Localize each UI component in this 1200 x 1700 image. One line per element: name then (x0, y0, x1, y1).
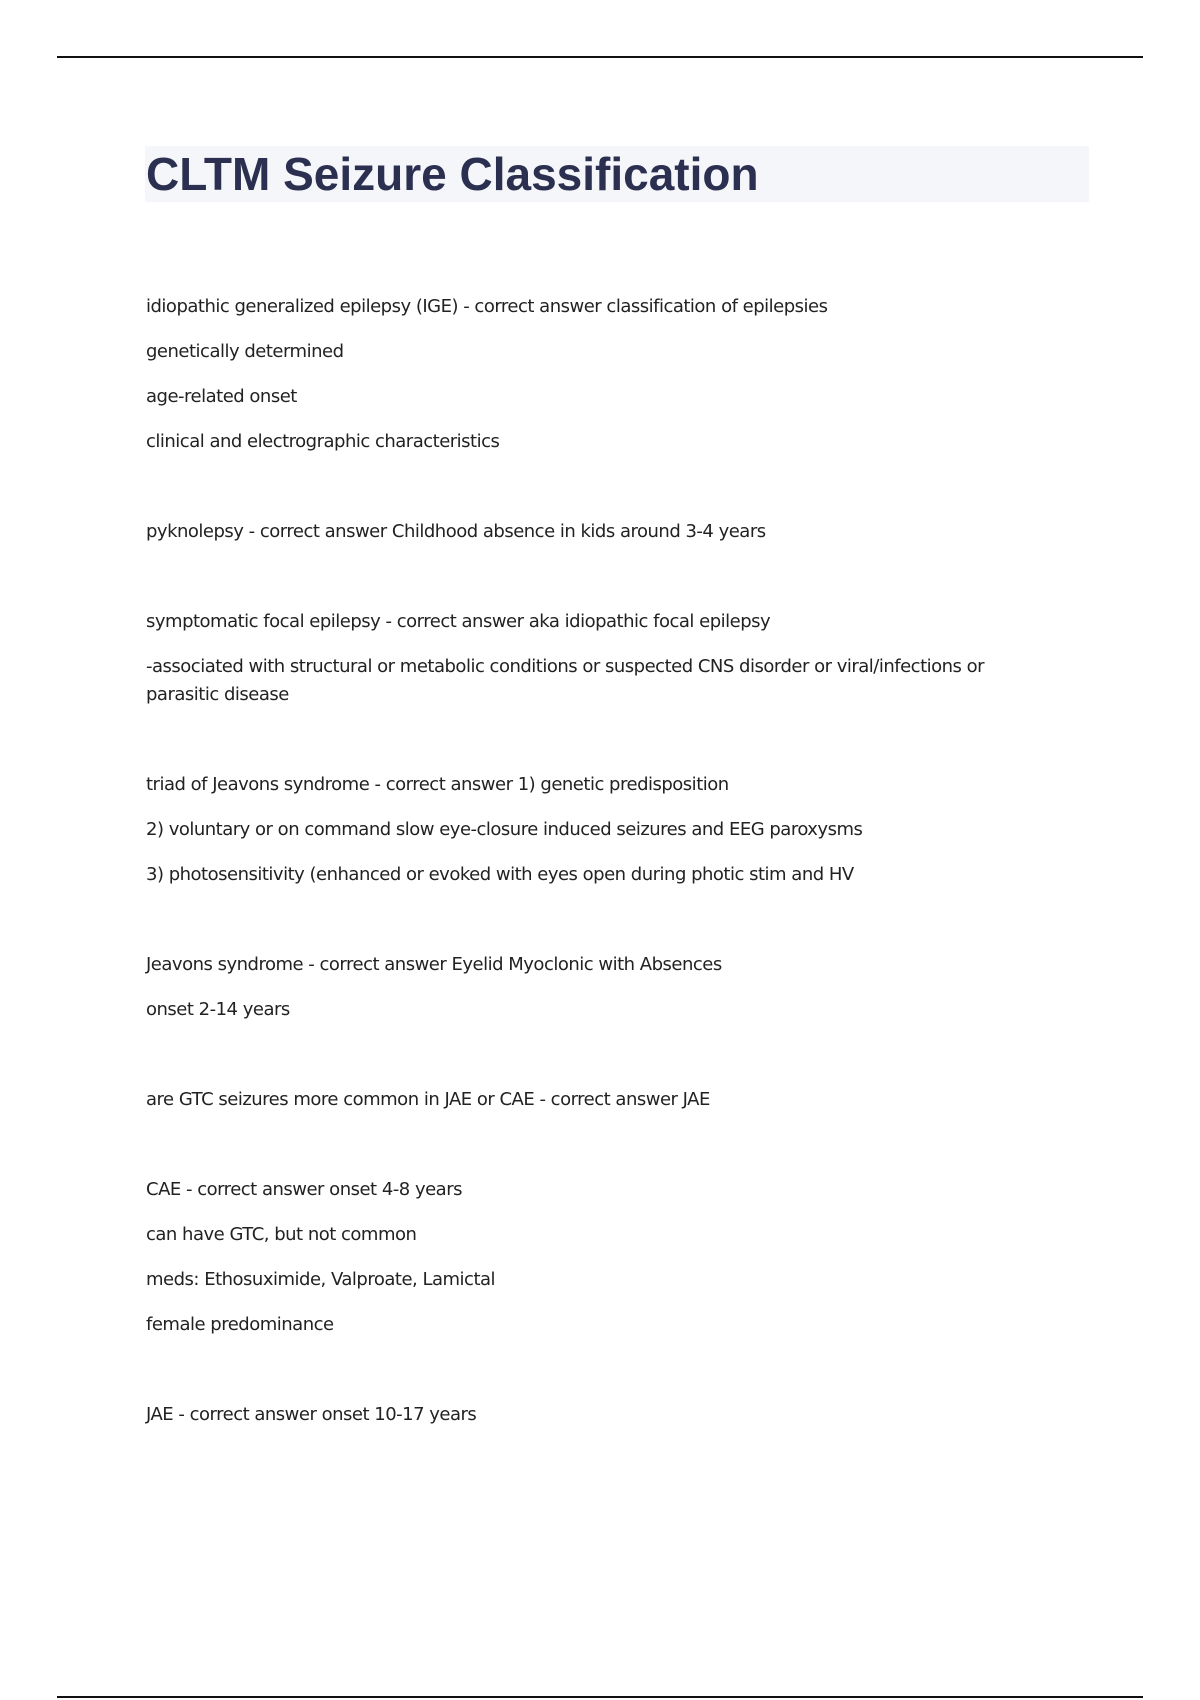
flashcard-entry-jeavons-syndrome (146, 951, 1056, 1024)
entry-text-line: Jeavons syndrome - correct answer Eyelid Myoclonic with Absences (146, 954, 722, 975)
entry-text-line: clinical and electrographic characteristics (146, 431, 500, 452)
entry-text-line: 3) photosensitivity (enhanced or evoked with eyes open during photic stim and HV (146, 864, 854, 885)
document-title: CLTM Seizure Classification (146, 148, 759, 200)
flashcard-entry-symptomatic-focal (146, 608, 1056, 709)
entry-text-line: CAE - correct answer onset 4-8 years (146, 1179, 462, 1200)
flashcard-entry-jae (146, 1401, 1056, 1429)
top-divider (57, 56, 1143, 58)
flashcard-entry-cae (146, 1176, 1056, 1339)
entry-text-line: can have GTC, but not common (146, 1224, 417, 1245)
entry-text-line: age-related onset (146, 386, 297, 407)
entry-text-line: idiopathic generalized epilepsy (IGE) - correct answer classification of epilepsies (146, 296, 828, 317)
flashcard-entry-gtc-question (146, 1086, 1056, 1114)
entry-text-line: female predominance (146, 1314, 334, 1335)
flashcard-entry-ige (146, 293, 1056, 456)
entry-text-line: pyknolepsy - correct answer Childhood absence in kids around 3-4 years (146, 521, 766, 542)
flashcard-entry-jeavons-triad (146, 771, 1056, 889)
entry-text-line: are GTC seizures more common in JAE or CAE - correct answer JAE (146, 1089, 710, 1110)
entry-text-line: symptomatic focal epilepsy - correct answer aka idiopathic focal epilepsy (146, 611, 771, 632)
entry-text-line: JAE - correct answer onset 10-17 years (146, 1404, 477, 1425)
entry-text-line: triad of Jeavons syndrome - correct answer 1) genetic predisposition (146, 774, 729, 795)
flashcard-entry-pyknolepsy (146, 518, 1056, 546)
bottom-divider (57, 1696, 1143, 1698)
entry-text-line: genetically determined (146, 341, 344, 362)
entry-text-line: onset 2-14 years (146, 999, 290, 1020)
entry-text-line: -associated with structural or metabolic conditions or suspected CNS disorder or viral/infections or parasitic disease (146, 656, 985, 705)
entry-text-line: meds: Ethosuximide, Valproate, Lamictal (146, 1269, 496, 1290)
flashcard-list (146, 293, 1056, 1429)
entry-text-line: 2) voluntary or on command slow eye-closure induced seizures and EEG paroxysms (146, 819, 863, 840)
